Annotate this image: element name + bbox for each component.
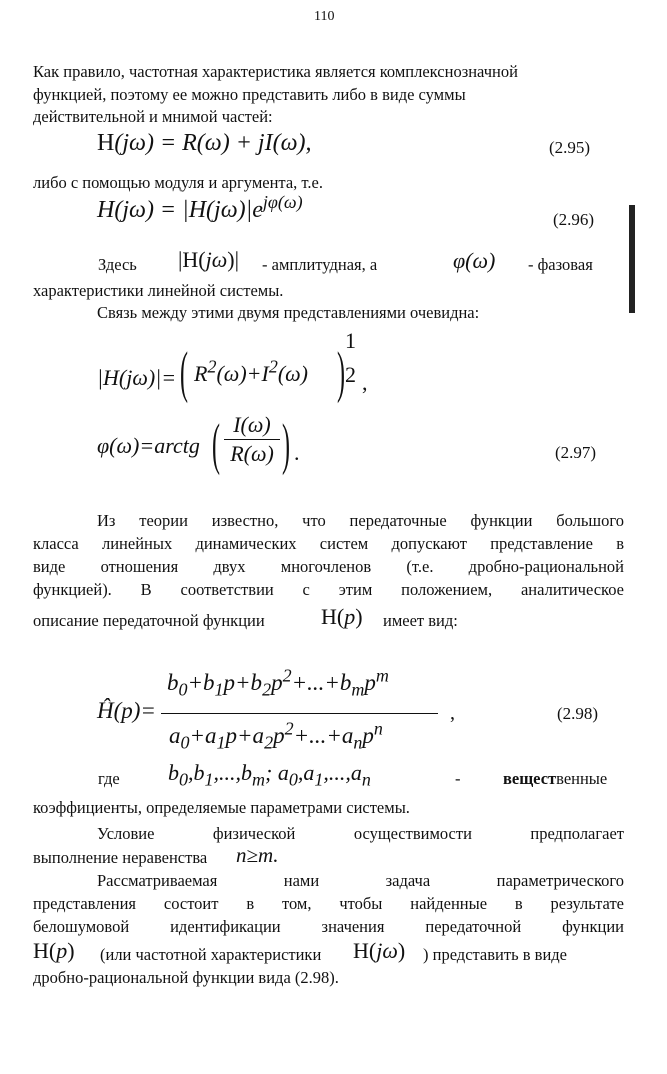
paragraph-5-where: где <box>98 769 120 788</box>
paragraph-7-line-2: представления состоит в том, чтобы найденные в результате <box>33 894 624 913</box>
phase-symbol: φ(ω) <box>453 248 496 273</box>
transfer-function-symbol: H(p) <box>321 604 363 629</box>
equation-2-97-number: (2.97) <box>555 443 597 462</box>
paragraph-3-here: Здесь <box>98 255 137 274</box>
equation-2-98-lhs: Ĥ(p)= <box>97 698 156 723</box>
paragraph-6-line-2: выполнение неравенства <box>33 848 208 867</box>
paragraph-4-line-3: виде отношения двух многочленов (т.е. дробно-рациональной <box>33 557 624 576</box>
paragraph-7-line-4b: ) представить в виде <box>423 945 567 964</box>
equation-2-97-close-paren: ) <box>337 343 345 406</box>
paragraph-4-line-4: функцией). В соответствии с этим положением, аналитическое <box>33 580 624 599</box>
equation-2-96-body: H(jω) = |H(jω)|e <box>97 197 263 223</box>
equation-2-95 <box>97 130 312 157</box>
fraction-denominator: R(ω) <box>230 441 274 466</box>
paragraph-5-dash: - <box>455 769 461 788</box>
paragraph-1-line-1: Как правило, частотная характеристика является комплекснозначной <box>33 62 518 81</box>
paragraph-1-line-3: действительной и мнимой частей: <box>33 107 273 126</box>
equation-2-97-phase-close-paren: ) <box>282 415 290 478</box>
margin-mark <box>629 205 635 313</box>
equation-2-98-number: (2.98) <box>557 704 599 723</box>
paragraph-3-phase-text: - фазовая <box>528 255 593 274</box>
paragraph-1-line-2: функцией, поэтому ее можно представить либо в виде суммы <box>33 85 466 104</box>
paragraph-7-line-4a: (или частотной характеристики <box>100 945 322 964</box>
equation-2-98-comma: , <box>450 702 455 724</box>
equation-2-97-period: . <box>294 440 300 465</box>
frequency-response-symbol: H(jω) <box>353 938 406 963</box>
paragraph-3-amplitude-text: - амплитудная, а <box>262 255 378 274</box>
paragraph-7-line-1: Рассматриваемая нами задача параметрического <box>97 871 624 890</box>
coefficients-list: $b_0,b_1,...,b_m$; $a_0,a_1,...,a_n$ <box>168 760 371 790</box>
equation-2-95-body: (jω) = R(ω) + jI(ω), <box>114 130 312 156</box>
fraction-numerator: I(ω) <box>233 412 271 437</box>
equation-2-98-numerator: $b_0+b_1p+b_2p^2+...+b_mp^m$ <box>167 665 389 700</box>
equation-2-97-modulus-lhs: |H(jω)|= <box>97 365 177 390</box>
equation-2-96-exponent: jφ(ω) <box>262 192 303 212</box>
amplitude-symbol: |H(jω)| <box>178 247 240 272</box>
inequality: n≥m. <box>236 843 279 867</box>
equation-2-96-number: (2.96) <box>553 210 595 229</box>
equation-2-95-lhs: H <box>97 130 115 156</box>
paragraph-3-line-2: характеристики линейной системы. <box>33 281 284 300</box>
paragraph-5-line-2: коэффициенты, определяемые параметрами системы. <box>33 798 410 817</box>
equation-2-97-comma: , <box>362 370 368 395</box>
equation-2-96 <box>97 192 303 224</box>
paragraph-4-line-2: класса линейных динамических систем допускают представление в <box>33 534 624 553</box>
paragraph-5-real: вещественные <box>503 769 608 788</box>
equation-2-98-denominator: $a_0+a_1p+a_2p^2+...+a_np^n$ <box>169 718 383 753</box>
equation-2-97-exponent-den: 2 <box>345 362 356 387</box>
paragraph-7-line-5: дробно-рациональной функции вида (2.98). <box>33 968 339 987</box>
paragraph-4-line-1: Из теории известно, что передаточные функции большого <box>97 511 624 530</box>
paragraph-2-line-1: либо с помощью модуля и аргумента, т.е. <box>33 173 323 192</box>
paragraph-7-line-3: белошумовой идентификации значения передаточной функции <box>33 917 624 936</box>
page-number: 110 <box>314 9 335 24</box>
equation-2-97-phase-open-paren: ( <box>212 415 220 478</box>
equation-2-97-sum: $R^2(\omega)+I^2(\omega)$ <box>194 356 308 386</box>
equation-2-97-phase-fraction <box>224 412 280 467</box>
paragraph-4-line-5a: описание передаточной функции <box>33 611 265 630</box>
paragraph-6-line-1: Условие физической осуществимости предполагает <box>97 824 624 843</box>
equation-2-98-fraction-bar <box>161 713 438 714</box>
transfer-function-hp: H(p) <box>33 938 75 963</box>
equation-2-95-number: (2.95) <box>549 138 591 157</box>
paragraph-4-line-5b: имеет вид: <box>383 611 458 630</box>
equation-2-97-exponent-num: 1 <box>345 328 356 353</box>
equation-2-97-open-paren: ( <box>180 343 188 406</box>
paragraph-3-line-3: Связь между этими двумя представлениями очевидна: <box>97 303 480 322</box>
equation-2-97-phase-lhs: φ(ω)=arctg <box>97 433 200 458</box>
